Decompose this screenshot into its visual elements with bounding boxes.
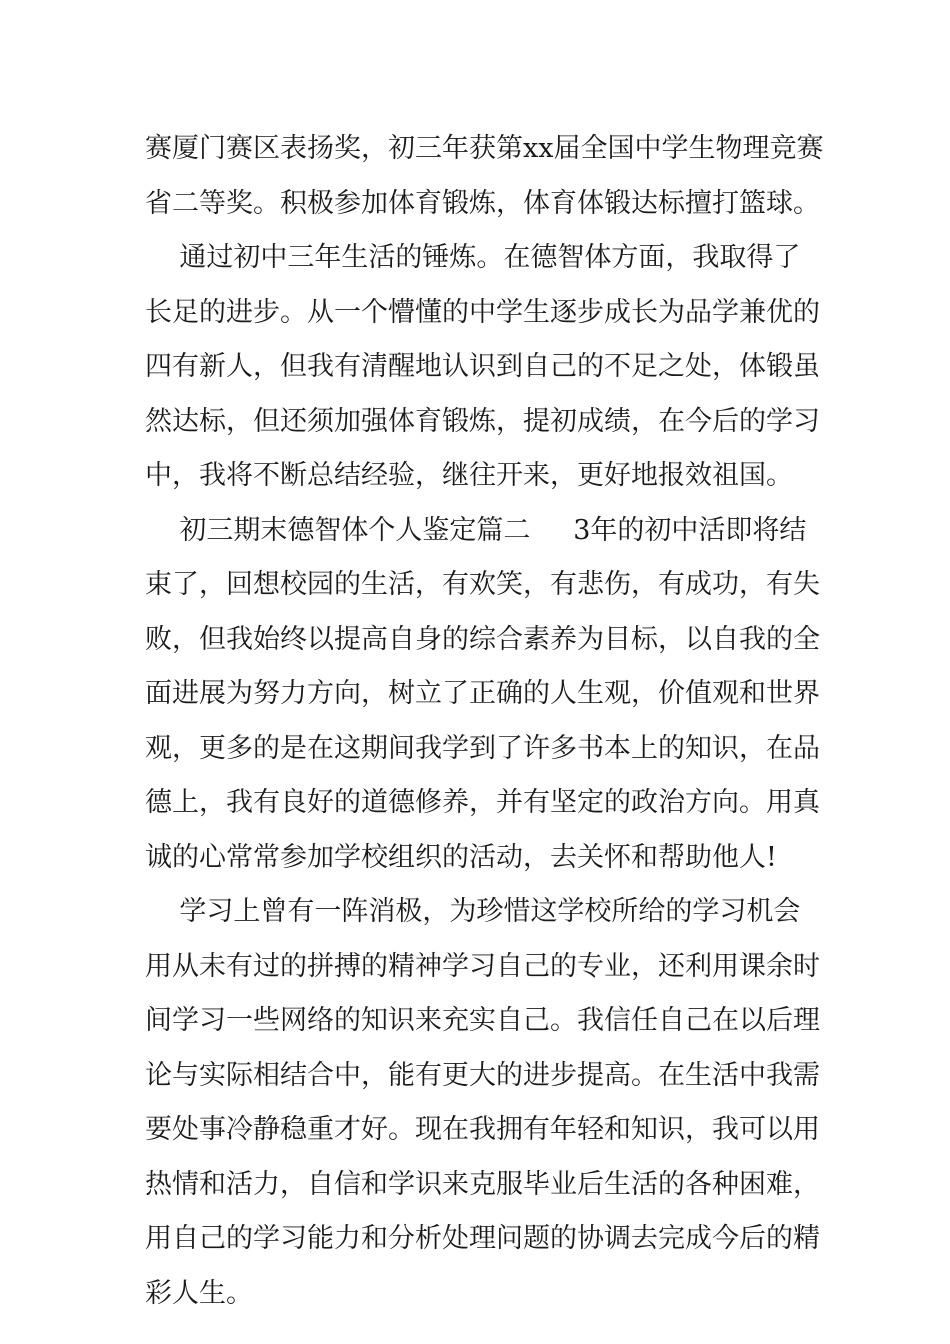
text-line: 彩人生。: [145, 1277, 253, 1309]
section-heading-line: 初三期末德智体个人鉴定篇二 3年的初中活即将结: [145, 514, 807, 546]
document-body: [145, 122, 824, 1321]
text-line: 观，更多的是在这期间我学到了许多书本上的知识，在品: [145, 732, 820, 764]
text-line: 论与实际相结合中，能有更大的进步提高。在生活中我需: [145, 1059, 820, 1091]
text-line: 省二等奖。积极参加体育锻炼，体育体锻达标擅打篮球。: [145, 187, 820, 219]
text-line: 赛厦门赛区表扬奖，初三年获第xx届全国中学生物理竞赛: [145, 133, 824, 164]
text-line: 间学习一些网络的知识来充实自己。我信任自己在以后理: [145, 1005, 820, 1036]
text-line: 束了，回想校园的生活，有欢笑，有悲伤，有成功，有失: [145, 569, 820, 600]
text-line: 然达标，但还须加强体育锻炼，提初成绩，在今后的学习: [145, 405, 820, 437]
text-line: 诚的心常常参加学校组织的活动，去关怀和帮助他人!: [145, 841, 777, 873]
paragraph-start-line: 通过初中三年生活的锤炼。在德智体方面，我取得了: [145, 242, 801, 273]
text-line: 面进展为努力方向，树立了正确的人生观，价值观和世界: [145, 678, 820, 709]
text-line: 败，但我始终以提高自身的综合素养为目标，以自我的全: [145, 623, 820, 655]
text-line: 德上，我有良好的道德修养，并有坚定的政治方向。用真: [145, 787, 820, 818]
text-line: 要处事冷静稳重才好。现在我拥有年轻和知识，我可以用: [145, 1114, 820, 1145]
text-line: 用从未有过的拼搏的精神学习自己的专业，还利用课余时: [145, 950, 820, 982]
paragraph-start-line: 学习上曾有一阵消极，为珍惜这学校所给的学习机会: [145, 896, 801, 927]
text-line: 长足的进步。从一个懵懂的中学生逐步成长为品学兼优的: [145, 296, 820, 328]
text-line: 热情和活力，自信和学识来克服毕业后生活的各种困难，: [145, 1168, 820, 1200]
text-line: 用自己的学习能力和分析处理问题的协调去完成今后的精: [145, 1223, 820, 1254]
text-line: 四有新人，但我有清醒地认识到自己的不足之处，体锻虽: [145, 351, 820, 382]
text-line: 中，我将不断总结经验，继往开来，更好地报效祖国。: [145, 460, 793, 491]
